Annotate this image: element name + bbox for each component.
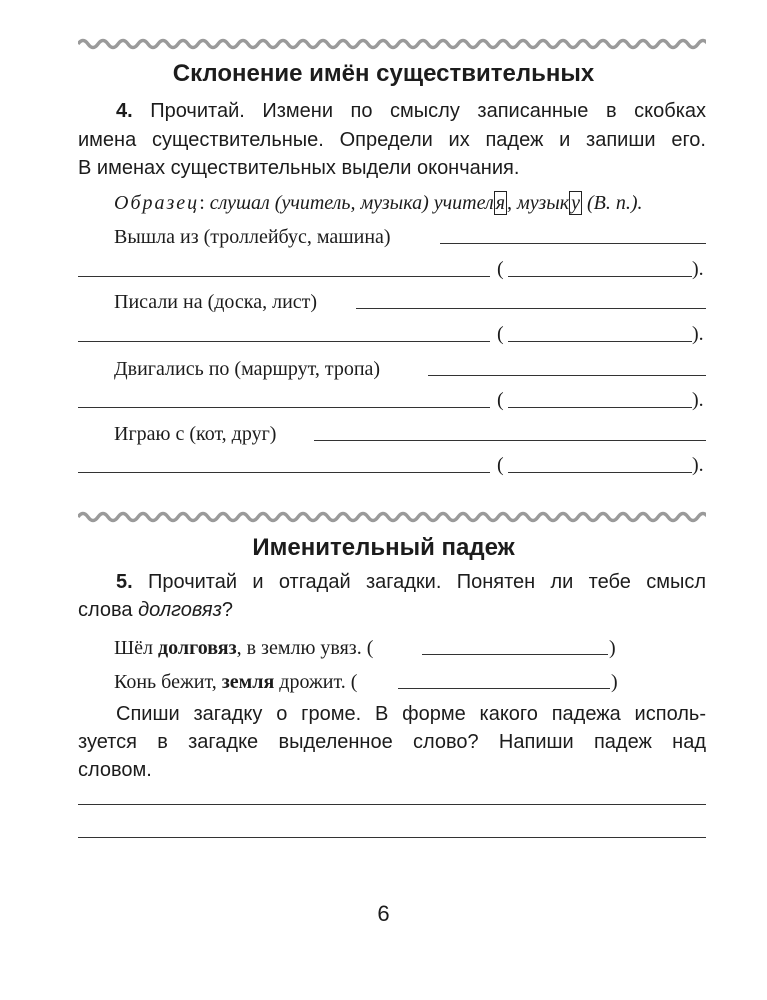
case-line-2[interactable] [508,341,692,342]
riddle-2-bold-word: земля [221,671,275,693]
section1-title: Склонение имён существительных [172,60,595,87]
exercise-item-4: Играю с (кот, друг) [114,423,277,445]
section2-title: Именительный падеж [252,534,515,561]
sample-text: слушал (учитель, музыка) учител [209,192,494,214]
follow-line3: словом. [78,759,152,781]
answer-line-4b[interactable] [78,472,490,473]
task4-line2: имена существительные. Определи их падеж и запиши его. [78,129,706,151]
case-line-3[interactable] [508,407,692,408]
answer-line-2a[interactable] [356,308,706,309]
sample-ending-1: я [495,192,506,214]
sample-line: Образец: слушал (учитель, музыка) учител я , музык у (В. п.). [114,192,643,214]
exercise-item-3: Двигались по (маршрут, тропа) [114,358,381,380]
follow-line2: зуется в загадке выделенное слово? Напиши падеж над [78,731,706,753]
answer-line-3b[interactable] [78,407,490,408]
task5-line1: 5. Прочитай и отгадай загадки. Понятен ли тебе смысл [116,571,706,593]
answer-line-4a[interactable] [314,440,706,441]
riddle-1-bold-word: долговяз [158,637,237,659]
answer-line-3a[interactable] [428,375,706,376]
exercise-item-1: Вышла из (троллейбус, машина) [114,226,391,248]
task4-number: 4. [116,100,133,122]
riddle-1-answer-line[interactable] [422,654,608,655]
copy-line-2[interactable] [78,837,706,838]
riddle-2: Конь бежит, земля дрожит. ( [114,671,358,693]
riddle-2-answer-line[interactable] [398,688,610,689]
exercise-item-2: Писали на (доска, лист) [114,291,318,313]
answer-line-1b[interactable] [78,276,490,277]
page-number: 6 [377,901,390,926]
task5-line2: слова долговяз? [78,599,233,621]
word-dolgovyaz: долговяз [138,599,222,621]
case-line-1[interactable] [508,276,692,277]
task4-line1: 4. Прочитай. Измени по смыслу записанные в скобках [116,100,707,122]
wavy-divider-middle [78,509,706,525]
follow-line1: Спиши загадку о громе. В форме какого падежа исполь- [116,703,706,725]
case-line-4[interactable] [508,472,692,473]
answer-line-1a[interactable] [440,243,706,244]
task5-number: 5. [116,571,133,593]
copy-line-1[interactable] [78,804,706,805]
answer-line-2b[interactable] [78,341,490,342]
task4-line3: В именах существительных выдели окончания. [78,157,520,179]
wavy-divider-top [78,36,706,52]
riddle-1: Шёл долговяз, в землю увяз. ( [114,637,374,659]
sample-label: Образец [114,192,200,214]
sample-case: (В. п.). [587,192,643,214]
sample-ending-2: у [571,192,580,214]
